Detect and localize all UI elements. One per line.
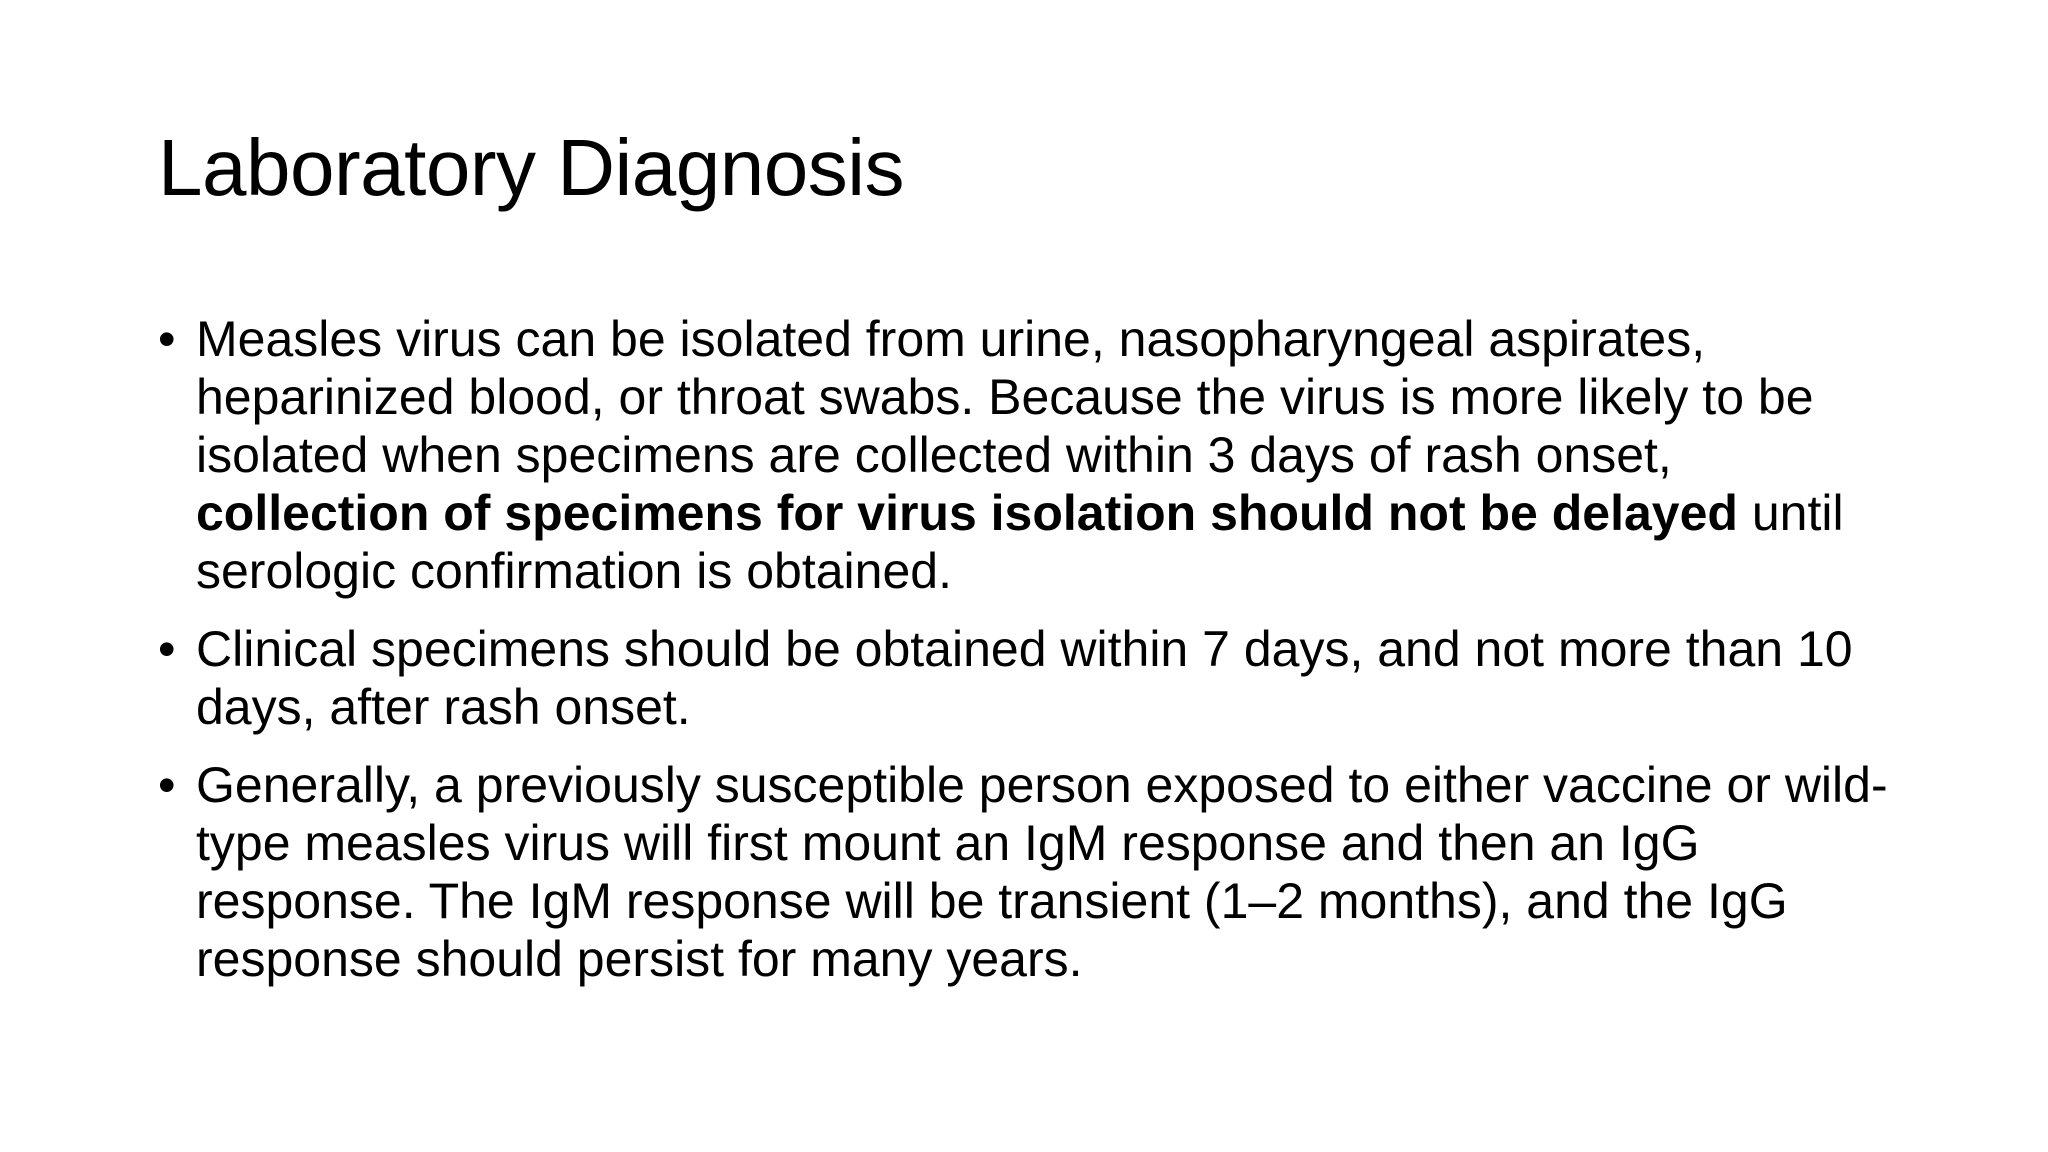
bullet-text-continued: until serologic confirmation is obtained. bbox=[196, 485, 1844, 599]
bullet-text: Measles virus can be isolated from urine, nasopharyngeal aspirates, heparinized blood, or throat swabs. Because the virus is more likely to be isolated when specimens are collected within 3 days of rash onset, bbox=[196, 311, 1814, 483]
slide-title: Laboratory Diagnosis bbox=[158, 123, 904, 212]
bullet-text: Clinical specimens should be obtained within 7 days, and not more than 10 days, after rash onset. bbox=[196, 621, 1853, 735]
bullet-marker: • bbox=[158, 311, 176, 367]
bullet-marker: • bbox=[158, 621, 176, 677]
bullet-list bbox=[158, 310, 1918, 1008]
bullet-bold-text: collection of specimens for virus isolation should not be delayed bbox=[196, 485, 1738, 541]
bullet-item-antibody-response bbox=[158, 756, 1918, 988]
bullet-item-virus-isolation bbox=[158, 310, 1918, 600]
bullet-text: Generally, a previously susceptible person exposed to either vaccine or wild-type measles virus will first mount an IgM response and then an IgG response. The IgM response will be transient (1–2 months), and the IgG response should persist for many years. bbox=[196, 757, 1888, 987]
bullet-item-specimen-timing bbox=[158, 620, 1918, 736]
bullet-marker: • bbox=[158, 757, 176, 813]
